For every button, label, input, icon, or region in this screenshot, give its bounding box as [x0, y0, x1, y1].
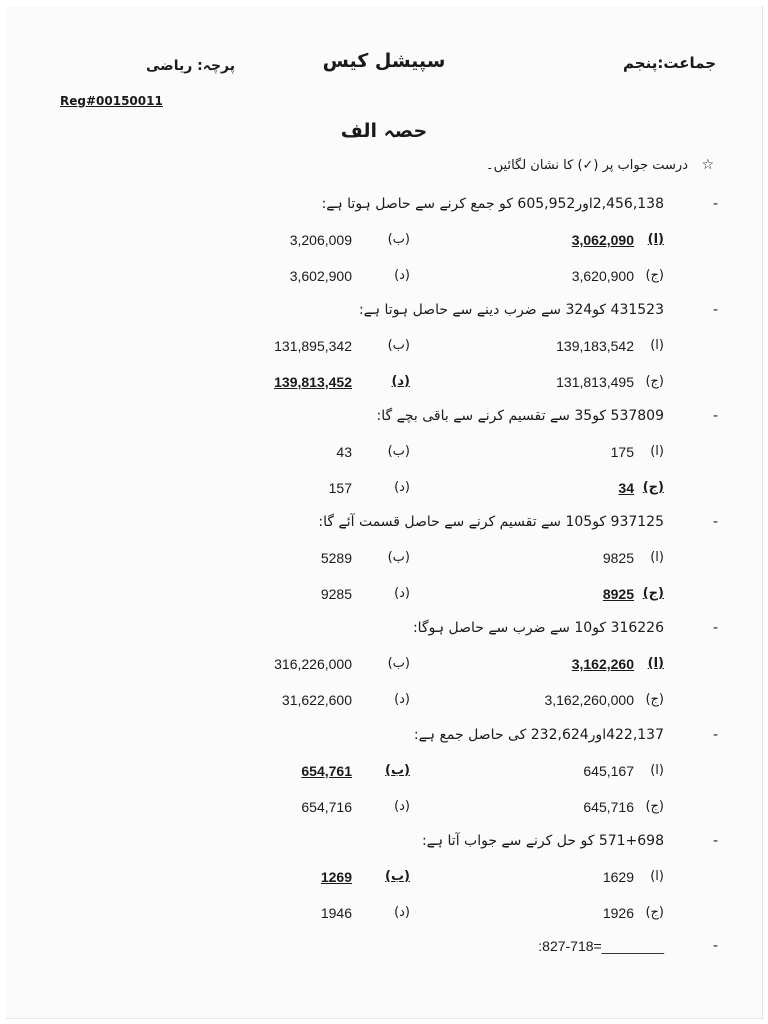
option-b-label: (ب): [385, 869, 410, 884]
option-b-label: (ب): [387, 338, 410, 353]
option-b-value: 131,895,342: [274, 338, 352, 354]
option-b-value: 654,761: [301, 763, 352, 779]
option-b-value: 5289: [320, 550, 352, 566]
question-7: [60, 833, 750, 938]
option-c-label: (ج): [642, 586, 664, 601]
question-text: 422,137اور232,624 کی حاصل جمع ہے:: [413, 727, 664, 743]
option-b-label: (ب): [385, 763, 410, 778]
last-question-text: :827-718=________: [538, 938, 664, 954]
question-dash: -: [712, 620, 718, 636]
question-4: [60, 514, 750, 619]
option-a-label: (ا): [650, 869, 664, 884]
paper-title: سپیشل کیس: [322, 50, 446, 72]
option-d-label: (د): [394, 268, 410, 283]
option-c-value: 3,162,260,000: [544, 692, 634, 708]
option-b-value: 316,226,000: [274, 656, 352, 672]
option-d-label: (د): [394, 586, 410, 601]
question-text: 316226 کو10 سے ضرب سے حاصل ہوگا:: [412, 620, 664, 636]
question-1: [60, 196, 750, 301]
last-question: [60, 938, 750, 962]
option-b-label: (ب): [387, 444, 410, 459]
option-c-label: (ج): [645, 799, 664, 814]
question-dash: -: [712, 408, 718, 424]
option-a-value: 9825: [602, 550, 634, 566]
option-a-label: (ا): [647, 232, 664, 247]
question-dash: -: [712, 514, 718, 530]
option-a-value: 175: [610, 444, 634, 460]
option-a-value: 139,183,542: [556, 338, 634, 354]
question-text: 571+698 کو حل کرنے سے جواب آتا ہے:: [421, 833, 664, 849]
registration-number: Reg#00150011: [60, 94, 163, 108]
question-5: [60, 620, 750, 725]
option-c-label: (ج): [645, 692, 664, 707]
option-b-value: 3,206,009: [289, 232, 352, 248]
question-dash: -: [712, 833, 718, 849]
option-c-label: (ج): [645, 268, 664, 283]
question-dash: -: [712, 727, 718, 743]
question-text: 431523 کو324 سے ضرب دینے سے حاصل ہوتا ہے:: [358, 302, 664, 318]
question-dash: -: [712, 302, 718, 318]
option-a-value: 3,062,090: [571, 232, 634, 248]
star-icon: ☆: [701, 157, 714, 173]
option-c-value: 34: [618, 480, 634, 496]
option-c-value: 1926: [602, 905, 634, 921]
option-d-label: (د): [394, 692, 410, 707]
question-text: 937125 کو105 سے تقسیم کرنے سے حاصل قسمت آئے گا:: [318, 514, 664, 530]
question-3: [60, 408, 750, 513]
option-a-value: 1629: [602, 869, 634, 885]
question-2: [60, 302, 750, 407]
option-c-value: 3,620,900: [571, 268, 634, 284]
option-d-label: (د): [394, 799, 410, 814]
option-d-value: 31,622,600: [281, 692, 352, 708]
option-b-value: 43: [336, 444, 352, 460]
option-b-label: (ب): [387, 232, 410, 247]
option-c-value: 131,813,495: [556, 374, 634, 390]
option-a-label: (ا): [650, 338, 664, 353]
option-c-label: (ج): [645, 905, 664, 920]
class-label: جماعت:پنجم: [623, 54, 716, 72]
question-6: [60, 727, 750, 832]
option-d-value: 157: [328, 480, 352, 496]
question-dash: -: [712, 938, 718, 954]
question-dash: -: [712, 196, 718, 212]
option-c-label: (ج): [645, 374, 664, 389]
question-text: 2,456,138اور605,952 کو جمع کرنے سے حاصل ہوتا ہے:: [321, 196, 664, 212]
option-a-label: (ا): [650, 550, 664, 565]
option-c-label: (ج): [642, 480, 664, 495]
instruction-text: درست جواب پر (✓) کا نشان لگائیں۔: [486, 158, 688, 173]
option-c-value: 8925: [602, 586, 634, 602]
option-a-value: 3,162,260: [571, 656, 634, 672]
option-b-value: 1269: [320, 869, 352, 885]
option-d-value: 1946: [320, 905, 352, 921]
option-d-value: 654,716: [301, 799, 352, 815]
option-b-label: (ب): [387, 656, 410, 671]
section-title: حصہ الف: [340, 120, 428, 142]
option-d-value: 3,602,900: [289, 268, 352, 284]
option-d-value: 139,813,452: [274, 374, 352, 390]
option-a-label: (ا): [647, 656, 664, 671]
option-a-label: (ا): [650, 444, 664, 459]
option-d-value: 9285: [320, 586, 352, 602]
option-a-value: 645,167: [583, 763, 634, 779]
option-d-label: (د): [394, 480, 410, 495]
option-a-label: (ا): [650, 763, 664, 778]
option-c-value: 645,716: [583, 799, 634, 815]
question-text: 537809 کو35 سے تقسیم کرنے سے باقی بچے گا:: [376, 408, 664, 424]
option-d-label: (د): [394, 905, 410, 920]
option-d-label: (د): [391, 374, 410, 389]
instruction-row: [294, 158, 714, 178]
paper-subject-label: پرچہ: ریاضی: [146, 58, 235, 74]
option-b-label: (ب): [387, 550, 410, 565]
